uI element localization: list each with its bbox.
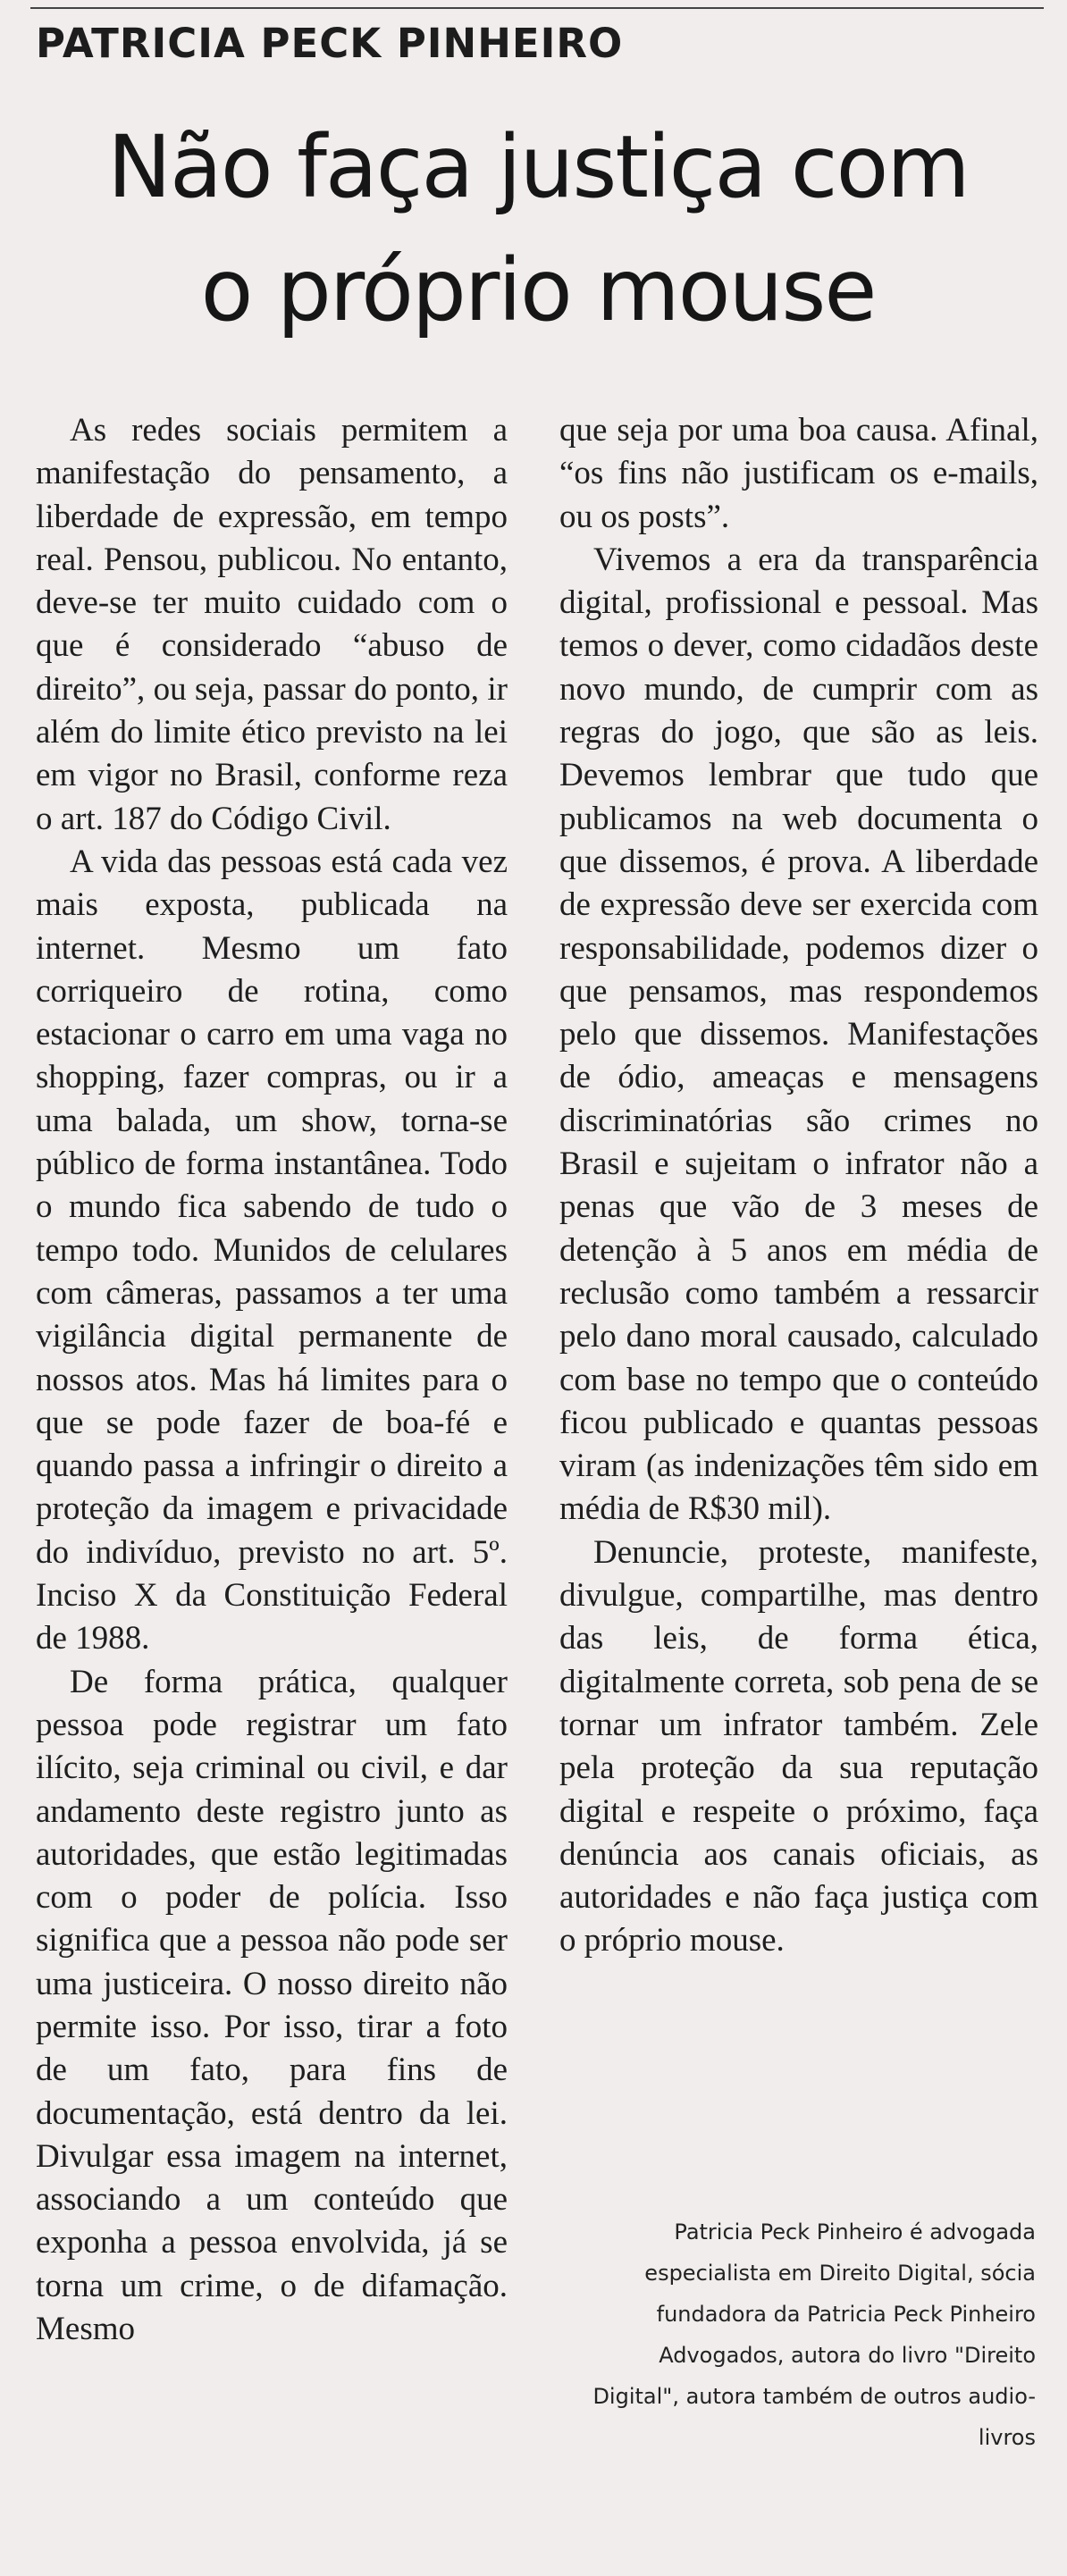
headline-line-2: o próprio mouse xyxy=(200,240,876,340)
paragraph-3-continuation: que seja por uma boa causa. Afinal, “os fins não justificam os e-mails, ou os posts”. xyxy=(559,412,1038,535)
paragraph-4: Vivemos a era da transparência digital, profissional e pessoal. Mas temos o dever, como cidadãos deste novo mundo, de cumprir com as regras do jogo, que são as leis. Devemos lembrar que tudo que publicamos na web documenta o que dissemos, é prova. A liberdade de expressão deve ser exercida com responsabilidade, podemos dizer o que pensamos, mas respondemos pelo que dissemos. Manifestações de ódio, ameaças e mensagens discriminatórias são crimes no Brasil e sujeitam o infrator não a penas que vão de 3 meses de detenção à 5 anos em média de reclusão como também a ressarcir pelo dano moral causado, calculado com base no tempo que o conteúdo ficou publicado e quantas pessoas viram (as indenizações têm sido em média de R$30 mil). xyxy=(559,541,1038,1528)
author-bio: Patricia Peck Pinheiro é advogada especialista em Direito Digital, sócia fundadora da Patricia Peck Pinheiro Advogados, autora do livro "Direito Digital", autora também de outros audio-livros xyxy=(592,2219,1036,2450)
paragraph-1: As redes sociais permitem a manifestação do pensamento, a liberdade de expressão, em tempo real. Pensou, publicou. No entanto, deve-se ter muito cuidado com o que é considerado “abuso de direito”, ou seja, passar do ponto, ir além do limite ético previsto na lei em vigor no Brasil, conforme reza o art. 187 do Código Civil. xyxy=(36,412,508,837)
paragraph-5: Denuncie, proteste, manifeste, divulgue, compartilhe, mas dentro das leis, de forma ética, digitalmente correta, sob pena de se tornar um infrator também. Zele pela proteção da sua reputação digital e respeite o próximo, faça denúncia aos canais oficiais, as autoridades e não faça justiça com o próprio mouse. xyxy=(559,1533,1038,1959)
left-column xyxy=(36,409,508,2351)
paragraph-3: De forma prática, qualquer pessoa pode registrar um fato ilícito, seja criminal ou civil, e dar andamento deste registro junto as autoridades, que estão legitimadas com o poder de polícia. Isso significa que a pessoa não pode ser uma justiceira. O nosso direito não permite isso. Por isso, tirar a foto de um fato, para fins de documentação, está dentro da lei. Divulgar essa imagem na internet, associando a um conteúdo que exponha a pessoa envolvida, já se torna um crime, o de difamação. Mesmo xyxy=(36,1663,508,2348)
right-column xyxy=(559,409,1038,1963)
author-byline: PATRICIA PECK PINHEIRO xyxy=(36,20,624,67)
headline-line-1: Não faça justiça com xyxy=(107,117,969,217)
paragraph-2: A vida das pessoas está cada vez mais exposta, publicada na internet. Mesmo um fato corriqueiro de rotina, como estacionar o carro em uma vaga no shopping, fazer compras, ou ir a uma balada, um show, torna-se público de forma instantânea. Todo o mundo fica sabendo de tudo o tempo todo. Munidos de celulares com câmeras, passamos a ter uma vigilância digital permanente de nossos atos. Mas há limites para o que se pode fazer de boa-fé e quando passa a infringir o direito a proteção da imagem e privacidade do indivíduo, previsto no art. 5º. Inciso X da Constituição Federal de 1988. xyxy=(36,843,508,1657)
top-rule xyxy=(30,7,1044,9)
headline xyxy=(36,105,1040,352)
